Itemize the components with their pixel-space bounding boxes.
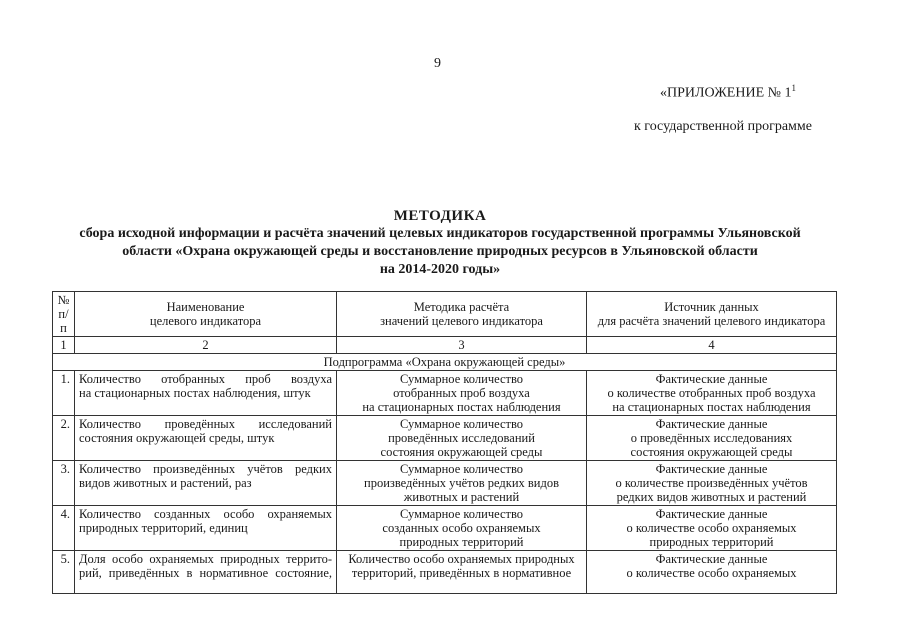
source-line: о количестве произведённых учётов: [615, 476, 808, 490]
column-number: 2: [75, 337, 337, 354]
table-row: [53, 551, 837, 594]
indicator-name-line: Количество проведённых исследований: [79, 417, 332, 431]
column-number-row: [53, 337, 837, 354]
column-number: 1: [53, 337, 75, 354]
header-name: Наименование целевого индикатора: [75, 292, 337, 337]
method-line: природных территорий: [399, 535, 524, 549]
indicator-name-line: Количество созданных особо охраняемых: [79, 507, 332, 521]
subprogram-title: Подпрограмма «Охрана окружающей среды»: [53, 354, 837, 371]
title-line-3: области «Охрана окружающей среды и восстановление природных ресурсов в Ульяновской области: [122, 244, 758, 259]
method-line: Суммарное количество: [399, 417, 524, 431]
appendix-text: «ПРИЛОЖЕНИЕ № 1: [660, 85, 792, 101]
header-num: № п/п: [53, 292, 75, 337]
table-row: [53, 371, 837, 416]
subprogram-row: [53, 354, 837, 371]
indicator-name-line: на стационарных постах наблюдения, штук: [79, 386, 311, 400]
row-number: 4.: [53, 506, 75, 551]
row-number: 2.: [53, 416, 75, 461]
data-source: [587, 416, 837, 461]
document-title: [40, 207, 840, 279]
method-line: на стационарных постах наблюдения: [362, 400, 561, 414]
title-line-2: сбора исходной информации и расчёта значений целевых индикаторов государственной программы Ульяновской: [79, 226, 801, 241]
header-source: Источник данных для расчёта значений целевого индикатора: [587, 292, 837, 337]
source-line: Фактические данные: [655, 552, 768, 566]
table-body: [53, 371, 837, 594]
column-number: 4: [587, 337, 837, 354]
data-source: [587, 506, 837, 551]
indicator-name-line: Количество произведённых учётов редких: [79, 462, 332, 476]
appendix-superscript: 1: [791, 83, 796, 93]
indicator-name-line: Количество отобранных проб воздуха: [79, 372, 332, 386]
method-line: Суммарное количество: [399, 372, 524, 386]
source-line: Фактические данные: [655, 417, 768, 431]
indicator-name-line: видов животных и растений, раз: [79, 476, 252, 490]
header-method: Методика расчёта значений целевого индикатора: [337, 292, 587, 337]
source-line: о проведённых исследованиях: [630, 431, 793, 445]
table-header-row: [53, 292, 837, 337]
source-line: о количестве особо охраняемых: [626, 521, 797, 535]
appendix-label: [660, 83, 796, 102]
indicator-name: [75, 551, 337, 594]
method-line: территорий, приведённых в нормативное: [351, 566, 572, 580]
calculation-method: [337, 416, 587, 461]
method-line: проведённых исследований: [388, 431, 535, 445]
row-number: 3.: [53, 461, 75, 506]
data-source: [587, 371, 837, 416]
source-line: Фактические данные: [655, 372, 768, 386]
title-line-1: МЕТОДИКА: [393, 208, 487, 224]
page-number: 9: [434, 56, 441, 71]
indicator-name: [75, 416, 337, 461]
indicator-name: [75, 461, 337, 506]
method-line: Суммарное количество: [399, 507, 524, 521]
indicator-name-line: Доля особо охраняемых природных террито-: [79, 552, 332, 566]
method-line: созданных особо охраняемых: [382, 521, 541, 535]
data-source: [587, 551, 837, 594]
method-line: Количество особо охраняемых природных: [348, 552, 575, 566]
indicator-name-line: состояния окружающей среды, штук: [79, 431, 275, 445]
calculation-method: [337, 461, 587, 506]
source-line: Фактические данные: [655, 462, 768, 476]
indicators-table: [52, 291, 837, 594]
method-line: состояния окружающей среды: [380, 445, 543, 459]
title-line-4: на 2014-2020 годы»: [379, 262, 501, 277]
source-line: о количестве отобранных проб воздуха: [607, 386, 816, 400]
table-row: [53, 416, 837, 461]
source-line: Фактические данные: [655, 507, 768, 521]
row-number: 1.: [53, 371, 75, 416]
source-line: на стационарных постах наблюдения: [612, 400, 811, 414]
indicator-name-line: рий, приведённых в нормативное состояние,: [79, 566, 332, 580]
table-row: [53, 461, 837, 506]
method-line: животных и растений: [403, 490, 520, 504]
method-line: Суммарное количество: [399, 462, 524, 476]
calculation-method: [337, 371, 587, 416]
indicator-name: [75, 506, 337, 551]
table-row: [53, 506, 837, 551]
source-line: состояния окружающей среды: [630, 445, 793, 459]
data-source: [587, 461, 837, 506]
indicator-name: [75, 371, 337, 416]
source-line: природных территорий: [649, 535, 774, 549]
to-program-label: к государственной программе: [634, 119, 812, 134]
indicator-name-line: природных территорий, единиц: [79, 521, 248, 535]
calculation-method: [337, 551, 587, 594]
row-number: 5.: [53, 551, 75, 594]
column-number: 3: [337, 337, 587, 354]
source-line: о количестве особо охраняемых: [626, 566, 797, 580]
source-line: редких видов животных и растений: [616, 490, 807, 504]
method-line: отобранных проб воздуха: [393, 386, 530, 400]
method-line: произведённых учётов редких видов: [364, 476, 559, 490]
calculation-method: [337, 506, 587, 551]
